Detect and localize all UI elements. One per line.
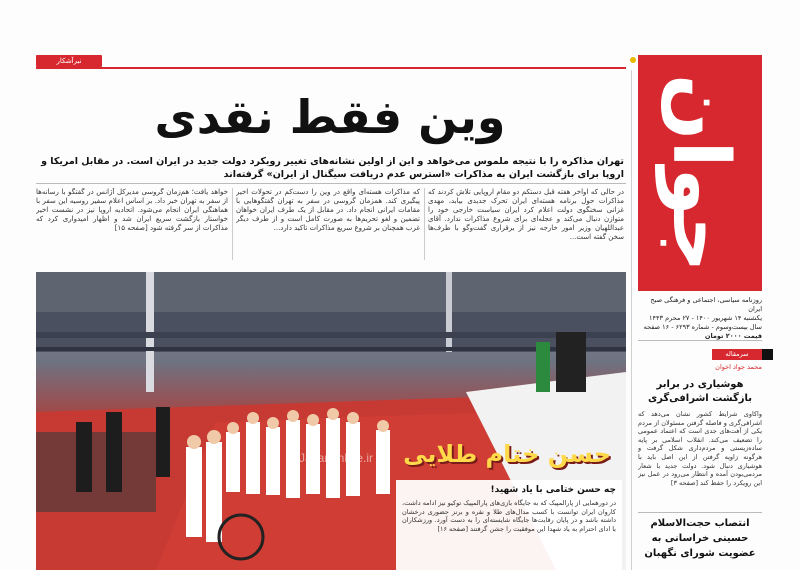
sidebar-rule-2 (638, 512, 762, 513)
section-tab: نبرآشکار (36, 55, 102, 67)
masthead-price: قیمت ۲۰۰۰ تومان (704, 332, 762, 340)
masthead-dot (630, 57, 636, 63)
editorial-title: هوشیاری در برابر بازگشت اشرافی‌گری (647, 379, 753, 404)
photo-headline: حسن ختام طلایی (403, 440, 611, 468)
caption-text: در دورهمایی از پارالمپیک که به جایگاه بازی‌های پارالمپیک توکیو نیز ادامه داشت، کاروان ایران توانست با کسب مدال‌های طلا و نقره و برنز حضوری درخشان داشته باشد و در پایان رقابت‌ها جایگاه شایسته‌ای را به دست آورد. ورزشکاران با ادای احترام به یاد شهدا این موفقیت را جشن گرفتند [صفحه ۱۶] (402, 499, 616, 533)
caption-title: چه حسن ختامی با یاد شهید! (490, 485, 616, 495)
sidebar-news-title: انتصاب حجت‌الاسلام حسینی خراسانی به عضویت شورای نگهبان (644, 518, 756, 559)
sidebar-rule (638, 340, 762, 341)
article-column-3: خواهد یافت؛ هم‌زمان گروسی مدیرکل آژانس در گفتگو با رسانه‌ها از سفر به تهران خبر داد. بر اساس اعلام سفیر روسیه این سفر با هماهنگی ایران انجام می‌شود. اتحادیه اروپا نیز در نشست اخیر خواستار بازگشت سریع ایران شد و اظهار امیدواری کرد که مذاکرات از سر گرفته شود [صفحه ۱۵] (36, 188, 228, 232)
section-divider (36, 183, 626, 184)
column-separator (424, 188, 425, 260)
masthead-logo-block (638, 55, 762, 291)
masthead-issue: سال بیست‌وسوم - شماره ۶۲۹۳ - ۱۶ صفحه (643, 323, 762, 331)
article-column-1: در حالی که اواخر هفته قبل دستکم دو مقام اروپایی تلاش کردند که مذاکرات حول برنامه هسته‌ای ایران تحرک جدیدی بیابد، مهدی غزانی سخنگوی دولت اعلام کرد ایران سیاست خارجی خود را متوازن دنبال می‌کند و عجله‌ای برای شروع مذاکرات ندارد. آقای عبداللهیان وزیر امور خارجه نیز از برقراری گفت‌وگو با طرف‌ها سخن گفته است... (428, 188, 624, 241)
editorial-body: واکاوی شرایط کشور نشان می‌دهد که اشرافی‌گری و فاصله گرفتن مسئولان از مردم یکی از آفت‌های جدی است که اعتماد عمومی را تضعیف می‌کند. انقلاب اسلامی بر پایه ساده‌زیستی و مردم‌داری شکل گرفت و هرگونه زاویه گرفتن از این اصل باید با هوشیاری دنبال شود. دولت جدید با شعار مردمی‌بودن آمده و انتظار می‌رود در عمل نیز این رویکرد را حفظ کند [صفحه ۳] (638, 410, 762, 487)
editorial-icon (762, 349, 773, 360)
newspaper-logo: جوان (655, 73, 745, 273)
masthead-date: یکشنبه ۱۴ شهریور ۱۴۰۰ - ۲۷ محرم ۱۴۴۳ (649, 314, 762, 322)
column-separator (232, 188, 233, 260)
main-headline: وین فقط نقدی (154, 90, 506, 144)
headline-subtitle: تهران مذاکره را با نتیجه ملموس می‌خواهد و این از اولین نشانه‌های تغییر رویکرد دولت جدید در ایران است. در مقابل امریکا و اروپا برای بازگشت ایران به مذاکرات «استرس عدم دریافت سیگنال از ایران» گرفته‌اند (41, 156, 624, 180)
masthead-info (638, 296, 762, 341)
photo-watermark: Javanonline.ir (298, 451, 374, 465)
top-divider (36, 67, 626, 69)
editorial-label: سرمقاله (712, 349, 762, 360)
photo-caption-box (396, 480, 622, 570)
sidebar-divider (631, 70, 632, 570)
article-column-2: که مذاکرات هسته‌ای واقع در وین را دست‌کم در تحولات اخیر پیگیری کند. همزمان گروسی در سفر به تهران گفتگوهایی با مقامات ایرانی انجام داد. در مقابل از یک طرف ایران خواهان تضمین و لغو تحریم‌ها به صورت کامل است و از طرف دیگر غرب همچنان بر شروع سریع مذاکرات تاکید دارد... (236, 188, 420, 232)
editorial-author: محمد جواد اخوان (715, 363, 762, 371)
masthead-tagline: روزنامه سیاسی، اجتماعی و فرهنگی صبح ایران (650, 296, 762, 313)
